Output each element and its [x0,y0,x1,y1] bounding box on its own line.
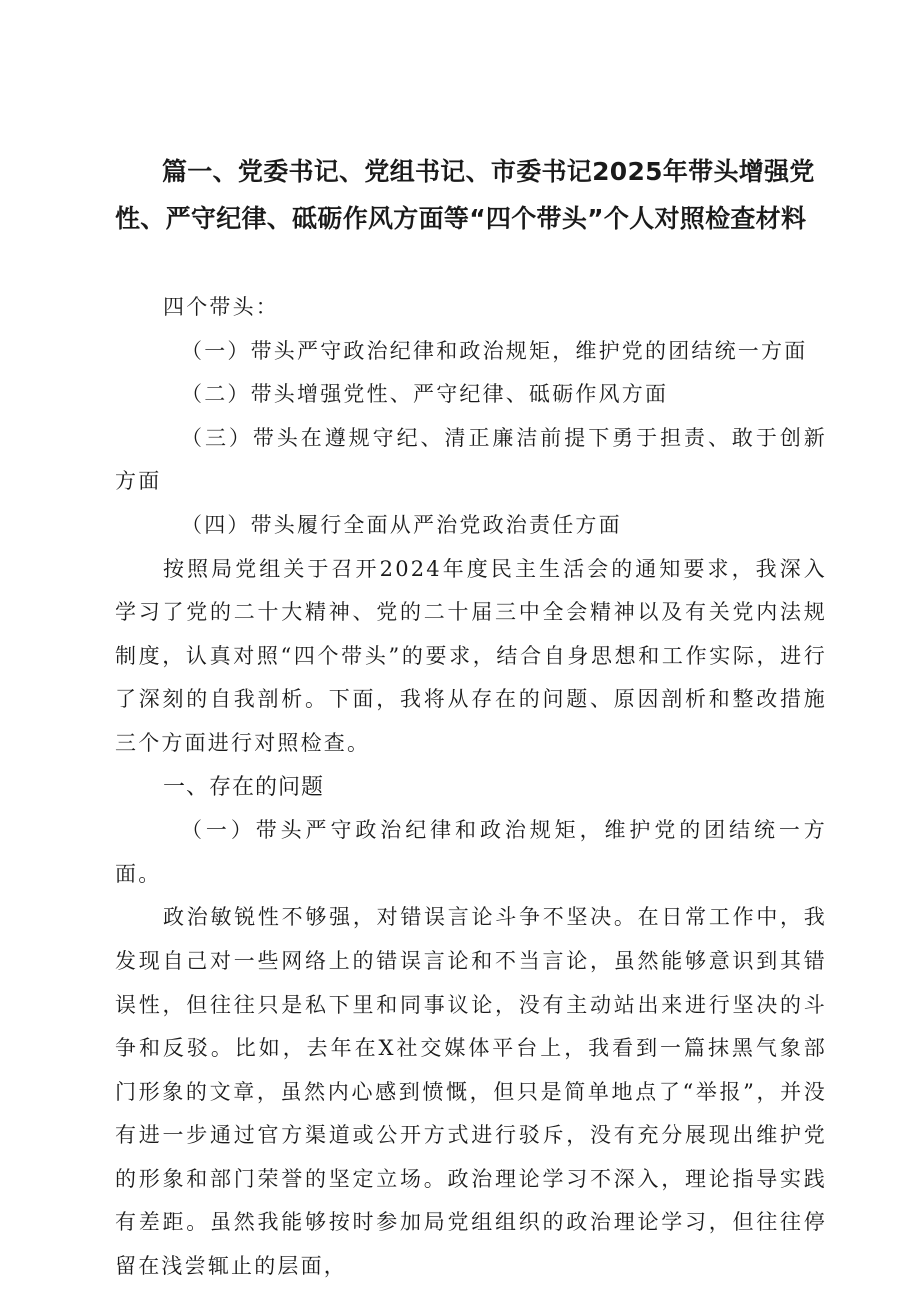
item-1: （一）带头严守政治纪律和政治规矩，维护党的团结统一方面 [181,338,808,363]
section-1-heading: 一、存在的问题 [163,774,325,800]
item-2: （二）带头增强党性、严守纪律、砥砺作风方面 [181,382,669,407]
intro-label: 四个带头： [163,295,279,319]
item-3: （三）带头在遵规守纪、清正廉洁前提下勇于担责、敢于创新方面 [115,425,827,494]
paragraph-1: 按照局党组关于召开2024年度民主生活会的通知要求，我深入学习了党的二十大精神、党的二十届三中全会精神以及有关党内法规制度，认真对照“四个带头”的要求，结合自身思想和工作实际，进行了深刻的自我剖析。下面，我将从存在的问题、原因剖析和整改措施三个方面进行对照检查。 [115,556,827,755]
document-body [115,286,827,1289]
document-title: 篇一、党委书记、党组书记、市委书记2025年带头增强党性、严守纪律、砥砺作风方面等“四个带头”个人对照检查材料 [115,157,815,233]
paragraph-2: 政治敏锐性不够强，对错误言论斗争不坚决。在日常工作中，我发现自己对一些网络上的错误言论和不当言论，虽然能够意识到其错误性，但往往只是私下里和同事议论，没有主动站出来进行坚决的斗争和反驳。比如，去年在X社交媒体平台上，我看到一篇抹黑气象部门形象的文章，虽然内心感到愤慨，但只是简单地点了“举报”，并没有进一步通过官方渠道或公开方式进行驳斥，没有充分展现出维护党的形象和部门荣誉的坚定立场。政治理论学习不深入，理论指导实践有差距。虽然我能够按时参加局党组组织的政治理论学习，但往往停留在浅尝辄止的层面， [115,905,827,1279]
item-4: （四）带头履行全面从严治党政治责任方面 [181,512,622,537]
section-1-sub-1: （一）带头严守政治纪律和政治规矩，维护党的团结统一方面。 [115,818,827,886]
